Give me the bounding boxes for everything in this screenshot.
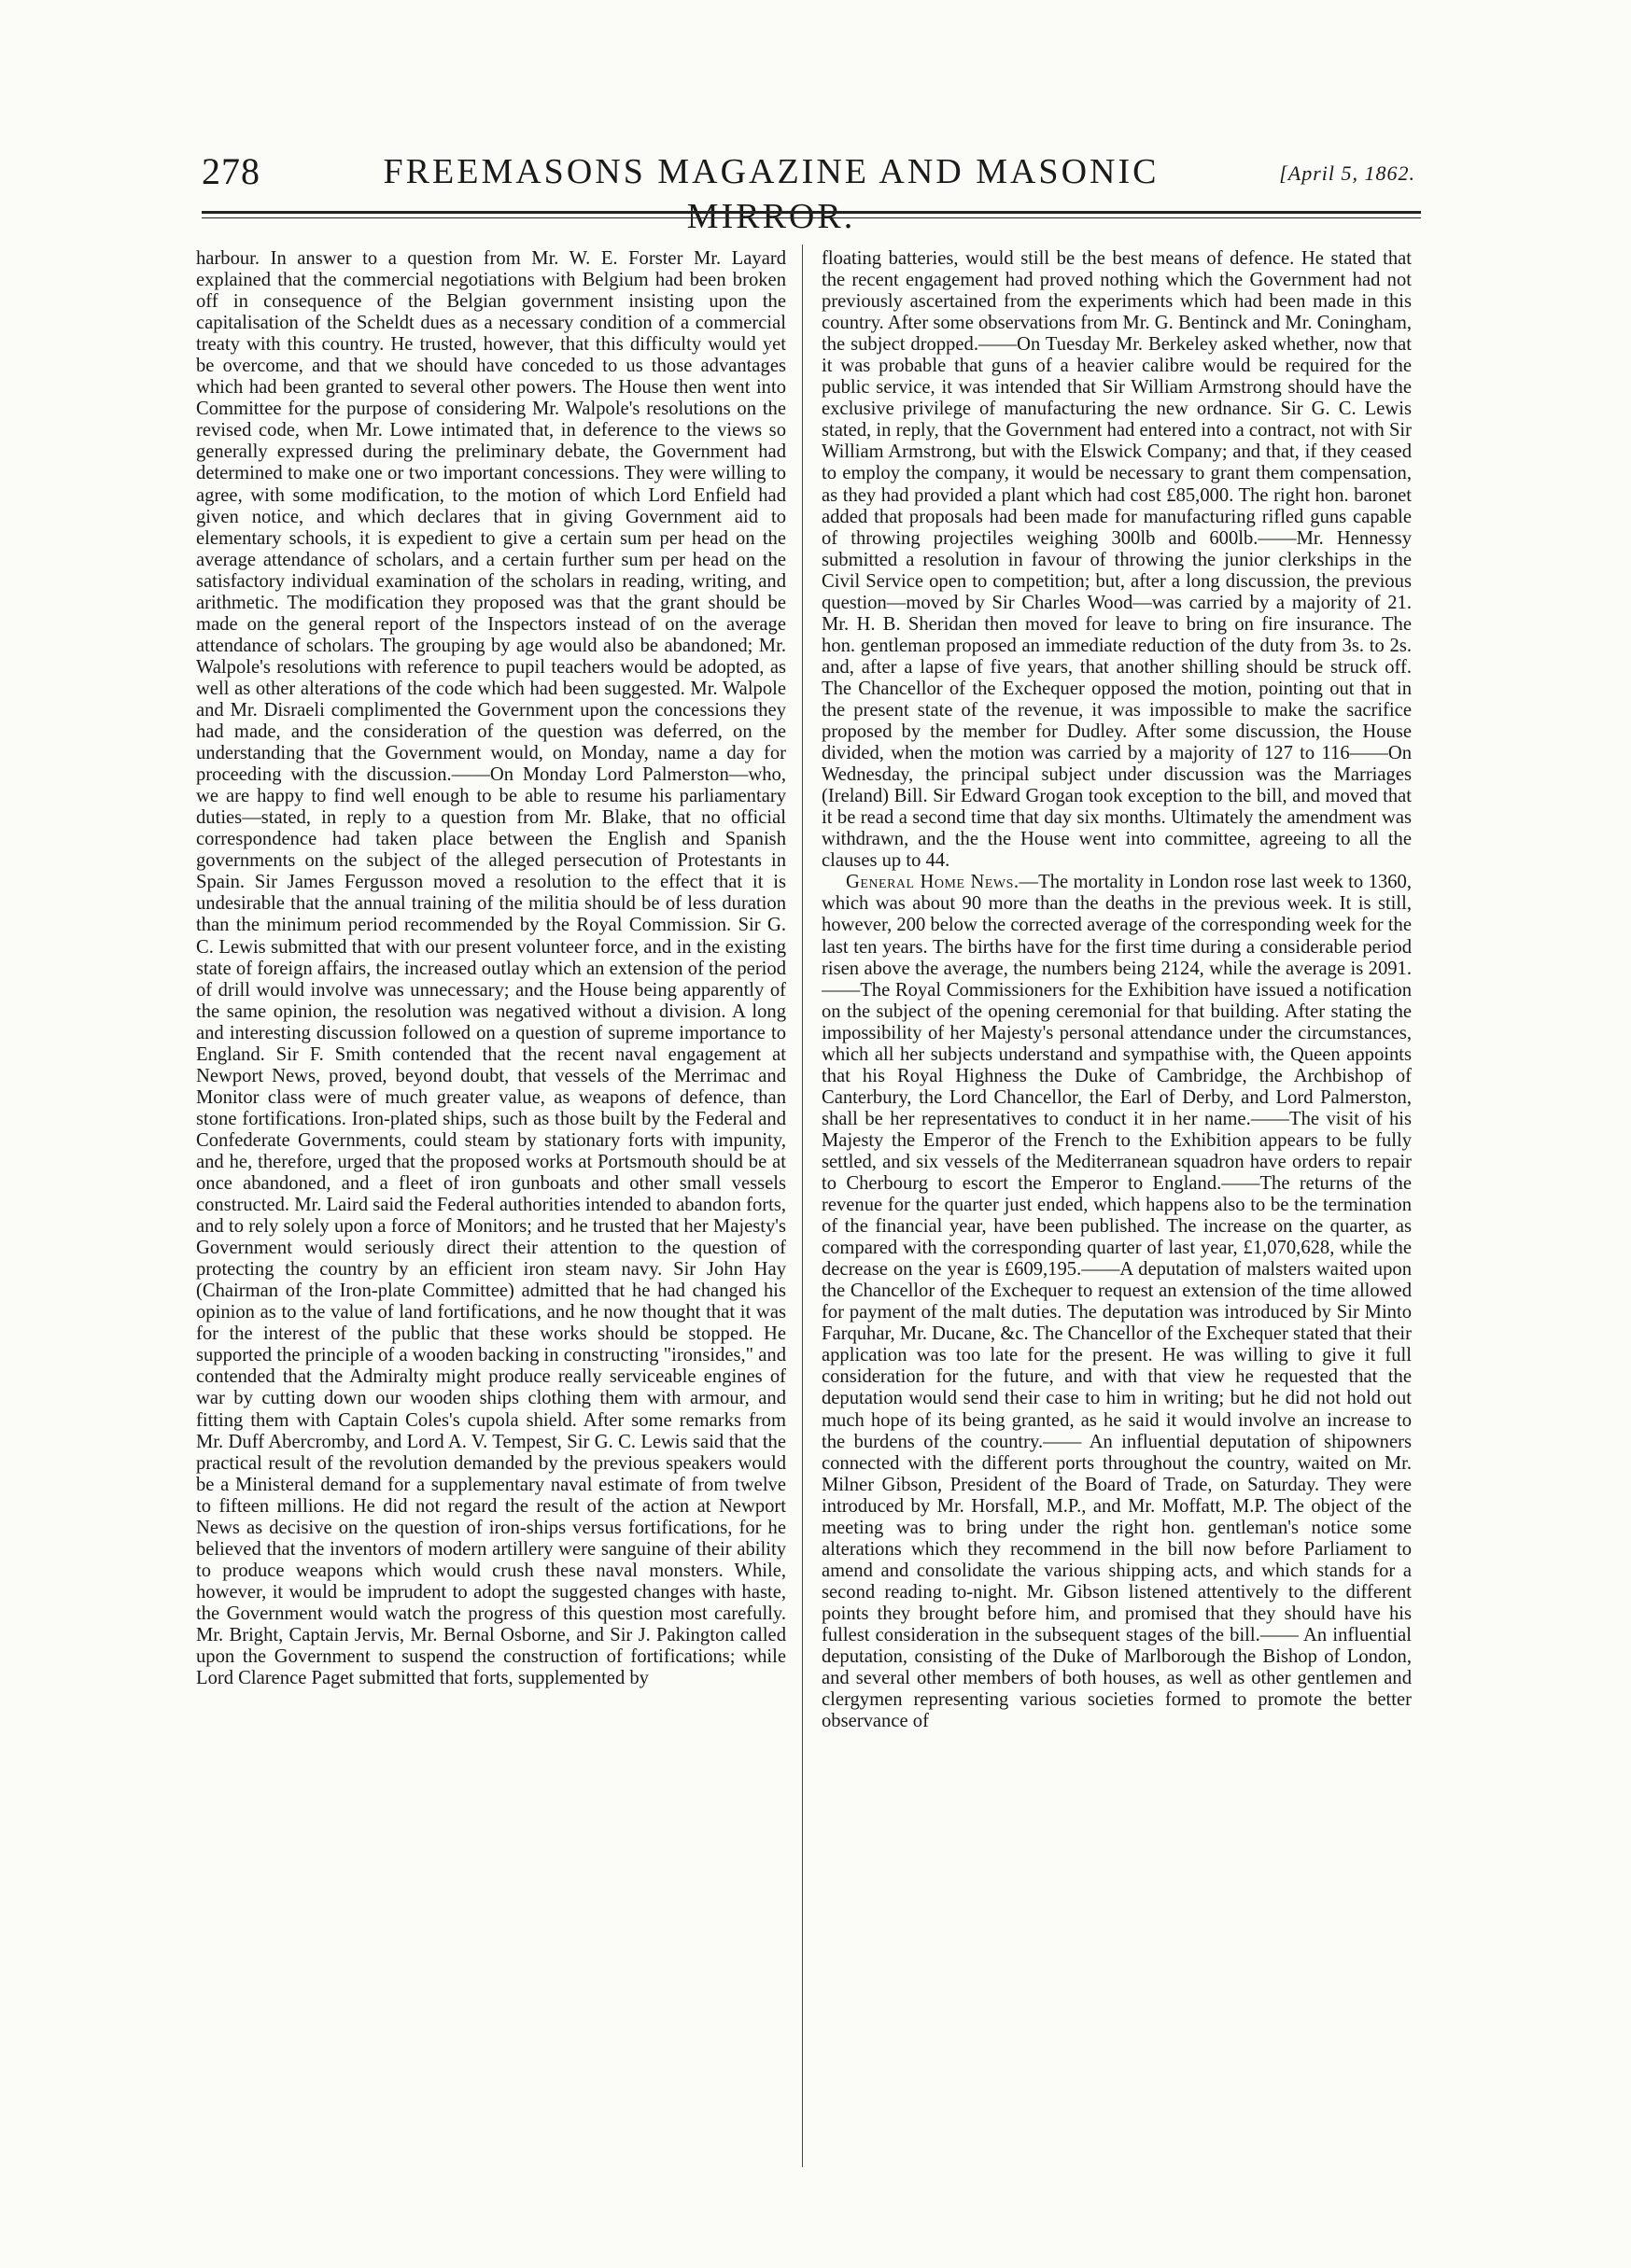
column-divider xyxy=(802,245,803,2167)
right-paragraph-1: floating batteries, would still be the best means of defence. He stated that the recent engagement had proved nothing which the Government had not previously ascertained from the experiments which had been made in this country. After some observations from Mr. G. Bentinck and Mr. Coningham, the subject dropped.——On Tuesday Mr. Berkeley asked whether, now that it was probable that guns of a heavier calibre would be required for the public service, it was intended that Sir William Armstrong should have the exclusive privilege of manufacturing the new ordnance. Sir G. C. Lewis stated, in reply, that the Government had entered into a contract, not with Sir William Armstrong, but with the Elswick Company; and that, if they ceased to employ the company, it would be necessary to grant them compensation, as they had provided a plant which had cost £85,000. The right hon. baronet added that proposals had been made for manufacturing rifled guns capable of throwing projectiles weighing 300lb and 600lb.——Mr. Hennessy submitted a resolution in favour of throwing the junior clerkships in the Civil Service open to competition; but, after a long discussion, the previous question—moved by Sir Charles Wood—was carried by a majority of 21. Mr. H. B. Sheridan then moved for leave to bring on fire insurance. The hon. gentleman proposed an immediate reduction of the duty from 3s. to 2s. and, after a lapse of five years, that another shilling should be struck off. The Chancellor of the Exchequer opposed the motion, pointing out that in the present state of the revenue, it was impossible to make the sacrifice proposed by the member for Dudley. After some discussion, the House divided, when the motion was carried by a majority of 127 to 116——On Wednesday, the principal subject under discussion was the Marriages (Ireland) Bill. Sir Edward Grogan took exception to the bill, and moved that it be read a second time that day six months. Ultimately the amendment was withdrawn, and the the House went into committee, agreeing to all the clauses up to 44. xyxy=(822,248,1412,872)
page-number: 278 xyxy=(202,150,260,192)
left-paragraph-1: harbour. In answer to a question from Mr. W. E. Forster Mr. Layard explained that the commercial negotiations with Belgium had been broken off in consequence of the Belgian government insisting upon the capitalisation of the Scheldt dues as a necessary condition of a commercial treaty with this country. He trusted, however, that this difficulty would yet be overcome, and that we should have conceded to us those advantages which had been granted to several other powers. The House then went into Committee for the purpose of considering Mr. Walpole's resolutions on the revised code, when Mr. Lowe intimated that, in deference to the views so generally expressed during the preliminary debate, the Government had determined to make one or two important concessions. They were willing to agree, with some modification, to the motion of which Lord Enfield had given notice, and which declares that in giving Government aid to elementary schools, it is expedient to give a certain sum per head on the average attendance of scholars, and a certain further sum per head on the satisfactory individual examination of the scholars in reading, writing, and arithmetic. The modification they proposed was that the grant should be made on the general report of the Inspectors instead of on the average attendance of scholars. The grouping by age would also be abandoned; Mr. Walpole's resolutions with reference to pupil teachers would be adopted, as well as other alterations of the code which had been suggested. Mr. Walpole and Mr. Disraeli complimented the Government upon the concessions they had made, and the consideration of the question was deferred, on the understanding that the Government would, on Monday, name a day for proceeding with the discussion.——On Monday Lord Palmerston—who, we are happy to find well enough to be able to resume his parliamentary duties—stated, in reply to a question from Mr. Blake, that no official correspondence had taken place between the English and Spanish governments on the subject of the alleged persecution of Protestants in Spain. Sir James Fergusson moved a resolution to the effect that it is undesirable that the annual training of the militia should be of less duration than the minimum period recommended by the Royal Commission. Sir G. C. Lewis submitted that with our present volunteer force, and in the existing state of foreign affairs, the increased outlay which an extension of the period of drill would involve was unnecessary; and the House being apparently of the same opinion, the resolution was negatived without a division. A long and interesting discussion followed on a question of supreme importance to England. Sir F. Smith contended that the recent naval engagement at Newport News, proved, beyond doubt, that vessels of the Merrimac and Monitor class were of much greater value, as weapons of defence, than stone fortifications. Iron-plated ships, such as those built by the Federal and Confederate Governments, could steam by stationary forts with impunity, and he, therefore, urged that the proposed works at Portsmouth should be at once abandoned, and a fleet of iron gunboats and other small vessels constructed. Mr. Laird said the Federal authorities intended to abandon forts, and to rely solely upon a force of Monitors; and he trusted that her Majesty's Government would seriously direct their attention to the question of protecting the country by an efficient iron steam navy. Sir John Hay (Chairman of the Iron-plate Committee) admitted that he had changed his opinion as to the value of land fortifications, and he now thought that it was for the interest of the public that these works should be stopped. He supported the principle of a wooden backing in constructing "ironsides," and contended that the Admiralty might produce really serviceable engines of war by cutting down our wooden ships clothing them with armour, and fitting them with Captain Coles's cupola shield. After some remarks from Mr. Duff Abercromby, and Lord A. V. Tempest, Sir G. C. Lewis said that the practical result of the revolution demanded by the previous speakers would be a Ministeral demand for a supplementary naval estimate of from twelve to fifteen millions. He did not regard the result of the action at Newport News as decisive on the question of iron-ships versus fortifications, for he believed that the inventors of modern artillery were sanguine of their ability to produce weapons which would crush these naval monsters. While, however, it would be imprudent to adopt the suggested changes with haste, the Government would watch the progress of this question most carefully. Mr. Bright, Captain Jervis, Mr. Bernal Osborne, and Sir J. Pakington called upon the Government to suspend the construction of fortifications; while Lord Clarence Paget submitted that forts, supplemented by xyxy=(196,248,786,1689)
page-header xyxy=(202,149,1415,236)
header-rule-thick xyxy=(202,211,1421,214)
section-heading-general-home-news: General Home News. xyxy=(846,872,1019,893)
right-column xyxy=(822,248,1412,2190)
masthead-title: FREEMASONS MAGAZINE AND MASONIC MIRROR. xyxy=(383,152,1160,236)
right-paragraph-2-text: —The mortality in London rose last week to 1360, which was about 90 more than the deaths in the previous week. It is still, however, 200 below the corrected average of the corresponding week for the last ten years. The births have for the first time during a considerable period risen above the average, the numbers being 2124, while the average is 2091.——The Royal Commissioners for the Exhibition have issued a notification on the subject of the opening ceremonial for that building. After stating the impossibility of her Majesty's personal attendance under the circumstances, which all her subjects understand and sympathise with, the Queen appoints that his Royal Highness the Duke of Cambridge, the Archbishop of Canterbury, the Lord Chancellor, the Earl of Derby, and Lord Palmerston, shall be her representatives to conduct it in her name.——The visit of his Majesty the Emperor of the French to the Exhibition appears to be fully settled, and six vessels of the Mediterranean squadron have orders to repair to Cherbourg to escort the Emperor to England.——The returns of the revenue for the quarter just ended, which happens also to be the termination of the financial year, have been published. The increase on the quarter, as compared with the corresponding quarter of last year, £1,070,628, while the decrease on the year is £609,195.——A deputation of malsters waited upon the Chancellor of the Exchequer to request an extension of the time allowed for payment of the malt duties. The deputation was introduced by Sir Minto Farquhar, Mr. Ducane, &c. The Chancellor of the Exchequer stated that their application was too late for the present. He was willing to give it full consideration for the future, and with that view he requested that the deputation would send their case to him in writing; but he did not hold out much hope of its being granted, as he said it would involve an increase to the burdens of the country.—— An influential deputation of shipowners connected with the different ports throughout the country, waited on Mr. Milner Gibson, President of the Board of Trade, on Saturday. They were introduced by Mr. Horsfall, M.P., and Mr. Moffatt, M.P. The object of the meeting was to bring under the right hon. gentleman's notice some alterations which they recommend in the bill now before Parliament to amend and consolidate the various shipping acts, and which stands for a second reading to-night. Mr. Gibson listened attentively to the different points they brought before him, and promised that they should have his fullest consideration in the subsequent stages of the bill.—— An influential deputation, consisting of the Duke of Marlborough the Bishop of London, and several other members of both houses, as well as other gentlemen and clergymen representing various societies formed to promote the better observance of xyxy=(822,872,1412,1732)
right-paragraph-2 xyxy=(822,872,1412,1732)
left-column xyxy=(196,248,786,2190)
issue-date: [April 5, 1862. xyxy=(1279,161,1415,185)
header-rule-thin xyxy=(202,217,1421,218)
